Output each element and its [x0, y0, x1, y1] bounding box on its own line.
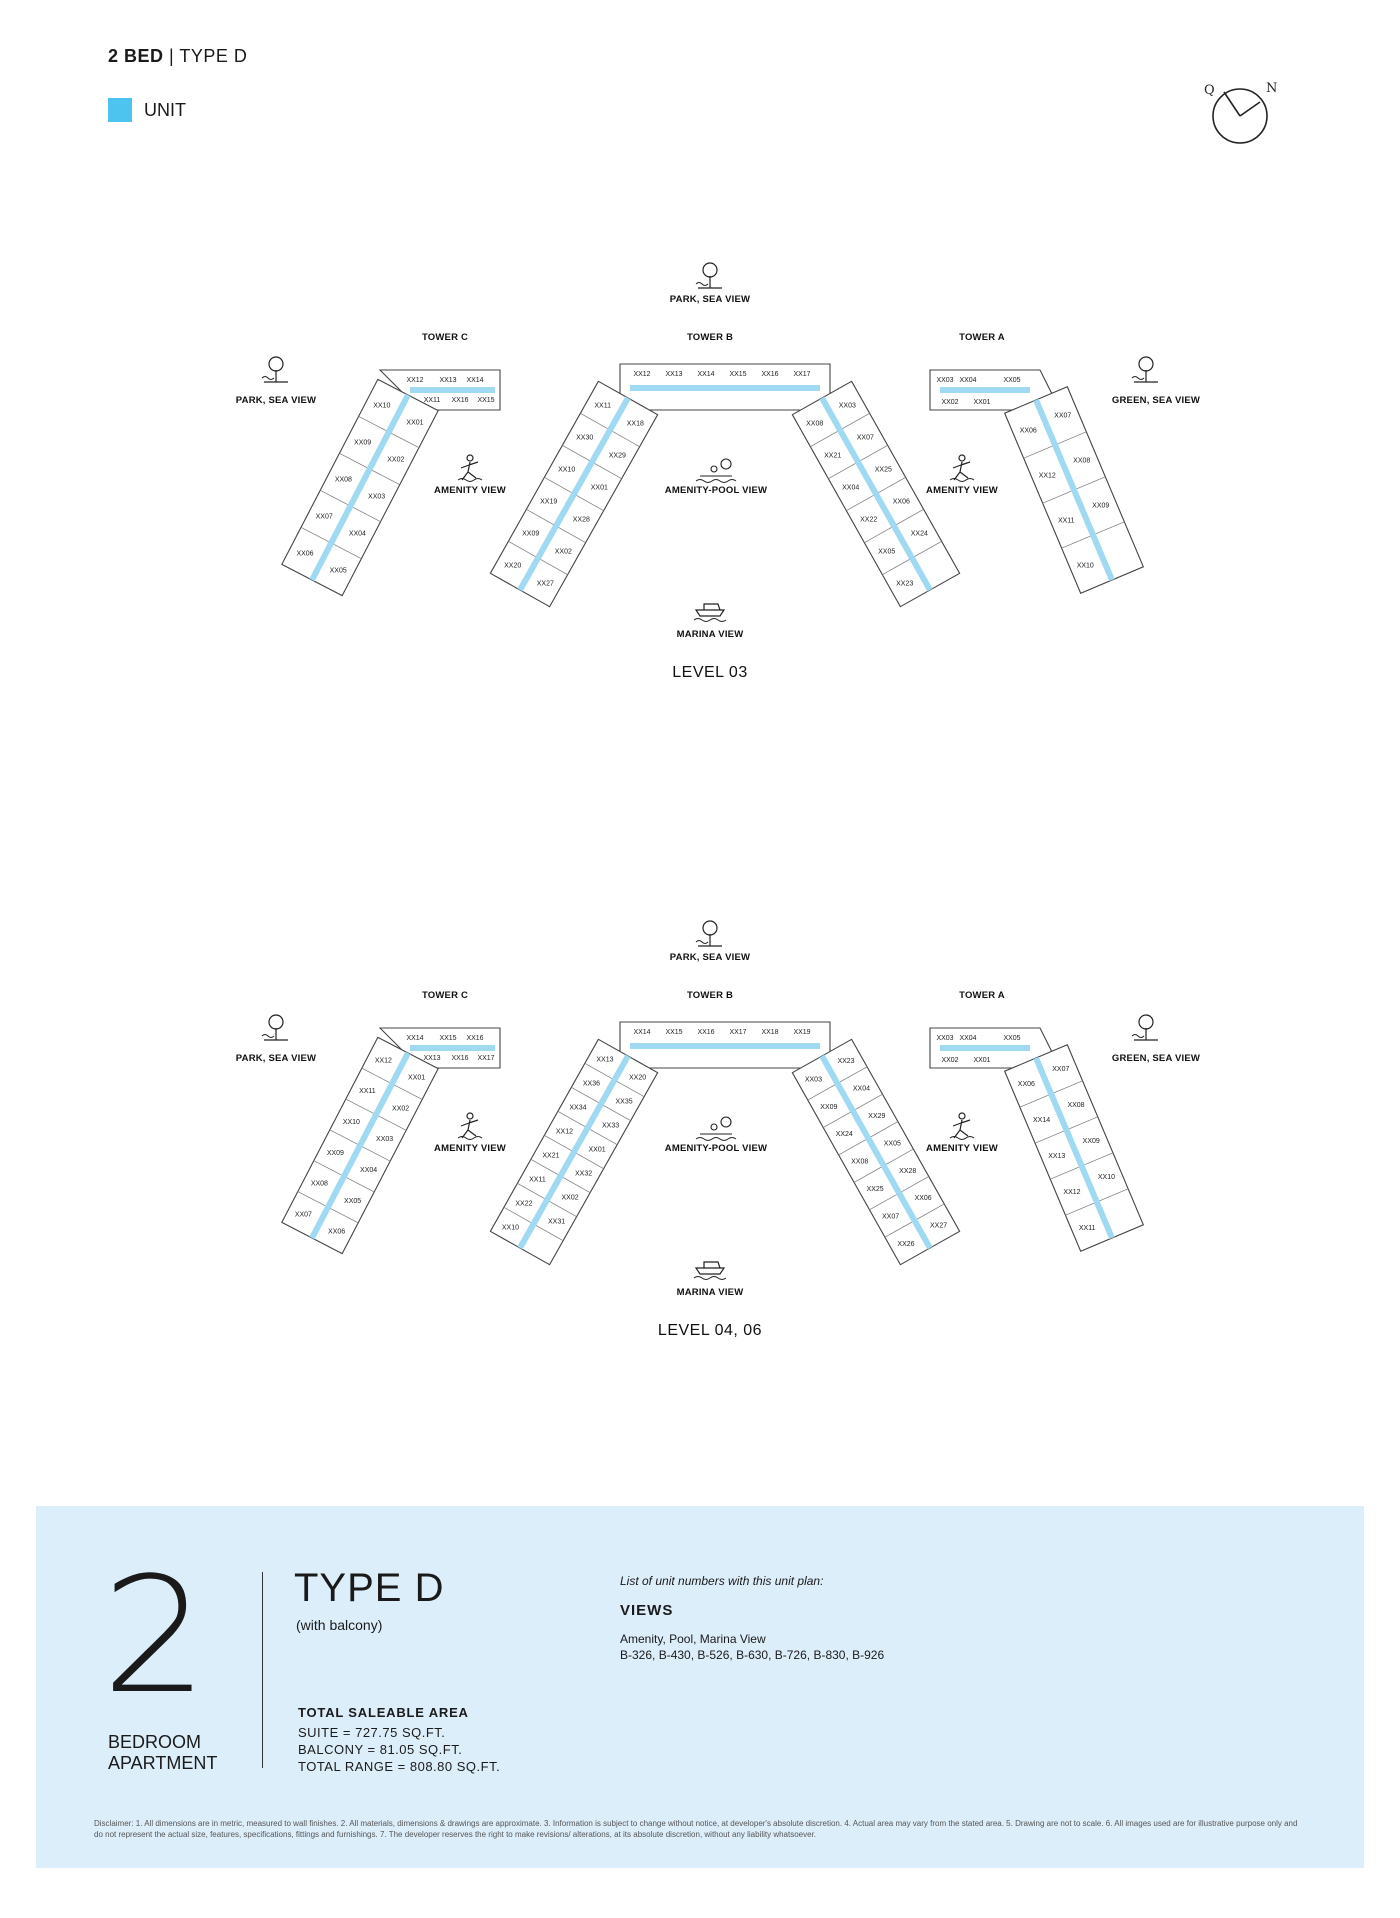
pool-icon — [696, 1117, 736, 1141]
unit-label: XX02 — [561, 1194, 579, 1202]
unit-label: XX12 — [374, 1057, 392, 1065]
right-view-label: GREEN, SEA VIEW — [1111, 395, 1201, 406]
unit-label: XX12 — [406, 377, 424, 384]
unit-label: XX17 — [477, 1055, 495, 1062]
legend-label: UNIT — [144, 99, 186, 120]
unit-label: XX16 — [451, 1055, 469, 1062]
unit-label: XX29 — [868, 1112, 886, 1120]
unit-label: XX21 — [542, 1152, 560, 1160]
unit-label: XX16 — [451, 397, 469, 404]
unit-label: XX06 — [328, 1228, 346, 1236]
unit-label: XX15 — [439, 1035, 457, 1042]
unit-label: XX02 — [941, 399, 959, 406]
amenity-pool-view-label: AMENITY-POOL VIEW — [664, 485, 768, 496]
unit-label: XX13 — [1048, 1152, 1066, 1160]
unit-label: XX16 — [697, 1029, 715, 1036]
unit-label: XX08 — [334, 476, 352, 484]
unit-label: XX12 — [1063, 1188, 1081, 1196]
unit-label: XX21 — [824, 452, 842, 460]
unit-label: XX12 — [633, 371, 651, 378]
heading-separator: | — [169, 46, 175, 66]
unit-label: XX01 — [973, 1057, 991, 1064]
unit-label: XX01 — [408, 1074, 426, 1082]
views-heading: VIEWS — [620, 1602, 674, 1619]
left-view-label: PARK, SEA VIEW — [235, 395, 317, 406]
unit-label: XX34 — [569, 1104, 587, 1112]
views-unit-numbers: B-326, B-430, B-526, B-630, B-726, B-830, B-926 — [620, 1648, 885, 1662]
unit-label: XX18 — [626, 420, 644, 428]
unit-label: XX27 — [536, 580, 554, 588]
unit-label: XX33 — [601, 1122, 620, 1130]
unit-label: XX01 — [406, 419, 424, 427]
amenity-icon — [458, 455, 482, 482]
unit-label: XX15 — [477, 397, 495, 404]
heading-type: TYPE D — [179, 46, 248, 66]
unit-label: XX08 — [851, 1158, 869, 1166]
boat-icon — [694, 1262, 726, 1280]
amenity-pool-view-label: AMENITY-POOL VIEW — [664, 1143, 768, 1154]
unit-label: XX23 — [896, 580, 914, 588]
unit-label: XX05 — [1003, 377, 1021, 384]
unit-label: XX11 — [594, 402, 612, 410]
unit-label: XX06 — [296, 550, 314, 558]
compass-n: N — [1266, 81, 1278, 96]
unit-label: XX11 — [423, 397, 441, 404]
unit-label: XX08 — [1067, 1102, 1085, 1110]
amenity-view-right-label: AMENITY VIEW — [926, 1143, 998, 1154]
unit-label: XX04 — [842, 484, 860, 492]
unit-label: XX18 — [761, 1029, 779, 1036]
unit-label: XX09 — [820, 1103, 838, 1111]
unit-label: XX10 — [342, 1118, 360, 1126]
unit-label: XX03 — [936, 1035, 954, 1042]
tower-c-label: TOWER C — [421, 990, 469, 1001]
unit-label: XX04 — [959, 377, 977, 384]
unit-label: XX08 — [806, 420, 824, 428]
unit-label: XX05 — [344, 1197, 362, 1205]
unit-label: XX07 — [315, 513, 333, 521]
balcony-area: BALCONY = 81.05 SQ.FT. — [298, 1742, 463, 1757]
unit-label: XX26 — [897, 1240, 915, 1248]
unit-label: XX07 — [294, 1211, 312, 1219]
amenity-icon — [950, 455, 974, 482]
tower-b-label: TOWER B — [686, 332, 734, 343]
unit-label: XX03 — [936, 377, 954, 384]
park-tree-icon — [262, 357, 288, 382]
unit-label: XX29 — [608, 452, 626, 460]
unit-label: XX09 — [1082, 1138, 1100, 1146]
unit-label: XX20 — [504, 562, 522, 570]
unit-swatch — [108, 98, 132, 122]
unit-label: XX11 — [529, 1176, 546, 1184]
unit-label: XX13 — [439, 377, 457, 384]
park-tree-icon — [262, 1015, 288, 1040]
unit-label: XX15 — [729, 371, 747, 378]
unit-label: XX04 — [360, 1167, 378, 1175]
unit-label: XX04 — [852, 1085, 871, 1093]
level-label: LEVEL 04, 06 — [657, 1322, 763, 1339]
green-tree-icon — [1132, 1015, 1158, 1040]
tower-c-label: TOWER C — [421, 332, 469, 343]
divider — [262, 1572, 263, 1768]
unit-label: XX01 — [588, 1146, 606, 1154]
tower-b-label: TOWER B — [686, 990, 734, 1001]
level-label: LEVEL 03 — [672, 664, 748, 681]
left-view-label: PARK, SEA VIEW — [235, 1053, 317, 1064]
green-tree-icon — [1132, 357, 1158, 382]
disclaimer-text: Disclaimer: 1. All dimensions are in metric, measured to wall finishes. 2. All materials, dimensions & drawings are approximate. 3. Information is subject to change without notice, at developer's absolute discretion. 4. Actual area may vary from the stated area. 5. Drawing are not to scale. 6. All images used are for illustrative purpose only and do not represent the actual size, features, specifications, fittings and furnishings. 7. The developer reserves the right to make revisions/ alterations, at its absolute discretion, without any liability whatsoever. — [94, 1819, 1298, 1839]
unit-label: XX14 — [1033, 1116, 1051, 1124]
park-tree-icon — [696, 921, 722, 946]
unit-label: XX03 — [838, 402, 856, 410]
unit-label: XX03 — [376, 1136, 394, 1144]
unit-label: XX10 — [501, 1224, 520, 1232]
bed-line-2: APARTMENT — [108, 1753, 218, 1773]
amenity-view-right-label: AMENITY VIEW — [926, 485, 998, 496]
unit-label: XX17 — [729, 1029, 747, 1036]
unit-label: XX04 — [959, 1035, 977, 1042]
unit-label: XX14 — [406, 1035, 424, 1042]
unit-label: XX12 — [555, 1128, 574, 1136]
unit-label: XX13 — [665, 371, 683, 378]
unit-label: XX05 — [1003, 1035, 1021, 1042]
unit-label: XX14 — [697, 371, 715, 378]
tower-a-label: TOWER A — [959, 332, 1005, 343]
unit-label: XX32 — [574, 1170, 593, 1178]
boat-icon — [694, 604, 726, 622]
unit-label: XX16 — [761, 371, 779, 378]
amenity-view-left-label: AMENITY VIEW — [434, 1143, 506, 1154]
unit-label: XX01 — [590, 484, 608, 492]
unit-label: XX02 — [387, 456, 405, 464]
compass-icon — [1196, 78, 1280, 146]
unit-label: XX11 — [359, 1088, 376, 1096]
floor-plan-level-04-06 — [0, 908, 1400, 1508]
unit-label: XX10 — [558, 466, 576, 474]
unit-label: XX10 — [1097, 1174, 1115, 1182]
unit-legend — [108, 98, 186, 122]
unit-label: XX23 — [837, 1058, 855, 1066]
compass-q: Q — [1204, 83, 1215, 98]
marina-view-label: MARINA VIEW — [676, 629, 744, 640]
unit-label: XX35 — [615, 1098, 633, 1106]
unit-label: XX08 — [310, 1180, 328, 1188]
unit-label: XX09 — [1092, 502, 1110, 510]
unit-label: XX02 — [392, 1105, 410, 1113]
unit-label: XX03 — [368, 493, 386, 501]
unit-label: XX09 — [522, 530, 540, 538]
unit-label: XX27 — [930, 1222, 948, 1230]
page-heading — [108, 46, 247, 67]
unit-label: XX01 — [973, 399, 991, 406]
summary-panel — [36, 1506, 1364, 1868]
unit-label: XX07 — [1052, 1066, 1070, 1074]
unit-label: XX06 — [1017, 1080, 1035, 1088]
unit-label: XX09 — [354, 439, 372, 447]
unit-label: XX05 — [878, 548, 896, 556]
unit-label: XX17 — [793, 371, 811, 378]
unit-label: XX12 — [1038, 472, 1056, 480]
unit-label: XX06 — [892, 498, 910, 506]
total-area: TOTAL RANGE = 808.80 SQ.FT. — [298, 1759, 501, 1774]
unit-label: XX07 — [881, 1213, 900, 1221]
tsa-heading: TOTAL SALEABLE AREA — [298, 1705, 469, 1720]
bed-line-1: BEDROOM — [108, 1732, 202, 1752]
unit-label: XX06 — [1019, 427, 1037, 435]
unit-label: XX13 — [596, 1056, 614, 1064]
right-view-label: GREEN, SEA VIEW — [1111, 1053, 1201, 1064]
unit-label: XX16 — [466, 1035, 484, 1042]
unit-label: XX25 — [866, 1186, 884, 1194]
pool-icon — [696, 459, 736, 483]
amenity-icon — [950, 1113, 974, 1140]
marina-view-label: MARINA VIEW — [676, 1287, 744, 1298]
unit-label: XX08 — [1073, 457, 1091, 465]
unit-label: XX14 — [633, 1029, 651, 1036]
unit-label: XX31 — [547, 1218, 566, 1226]
unit-label: XX06 — [914, 1195, 932, 1203]
unit-label: XX07 — [856, 434, 874, 442]
unit-label: XX22 — [860, 516, 878, 524]
amenity-view-left-label: AMENITY VIEW — [434, 485, 506, 496]
unit-label: XX13 — [423, 1055, 441, 1062]
unit-type-title: TYPE D — [294, 1566, 445, 1610]
unit-label: XX19 — [793, 1029, 811, 1036]
unit-label: XX28 — [899, 1167, 917, 1175]
unit-label: XX19 — [540, 498, 558, 506]
unit-label: XX09 — [326, 1149, 344, 1157]
unit-label: XX10 — [1076, 562, 1094, 570]
unit-label: XX30 — [576, 434, 594, 442]
unit-label: XX03 — [804, 1076, 822, 1084]
heading-bed: 2 BED — [108, 46, 164, 66]
suite-area: SUITE = 727.75 SQ.FT. — [298, 1725, 446, 1740]
bedroom-apartment-label — [108, 1732, 217, 1774]
unit-label: XX20 — [628, 1074, 647, 1082]
unit-label: XX36 — [582, 1080, 601, 1088]
bedroom-count: 2 — [101, 1542, 209, 1729]
tsa-values — [298, 1724, 500, 1775]
unit-label: XX25 — [874, 466, 892, 474]
unit-label: XX22 — [515, 1200, 533, 1208]
unit-label: XX04 — [348, 530, 366, 538]
unit-label: XX24 — [835, 1131, 853, 1139]
unit-label: XX10 — [373, 402, 391, 410]
top-view-label: PARK, SEA VIEW — [669, 952, 751, 963]
unit-label: XX24 — [910, 530, 928, 538]
floor-plan-level-03 — [0, 250, 1400, 850]
unit-label: XX11 — [1078, 1224, 1096, 1232]
park-tree-icon — [696, 263, 722, 288]
unit-label: XX14 — [466, 377, 484, 384]
unit-label: XX28 — [572, 516, 590, 524]
tower-a-label: TOWER A — [959, 990, 1005, 1001]
amenity-icon — [458, 1113, 482, 1140]
unit-label: XX02 — [941, 1057, 959, 1064]
views-description: Amenity, Pool, Marina View — [620, 1632, 766, 1646]
unit-label: XX15 — [665, 1029, 683, 1036]
top-view-label: PARK, SEA VIEW — [669, 294, 751, 305]
unit-label: XX11 — [1057, 517, 1075, 525]
unit-label: XX05 — [883, 1140, 901, 1148]
unit-label: XX02 — [554, 548, 572, 556]
unit-list-heading: List of unit numbers with this unit plan: — [620, 1574, 824, 1588]
unit-label: XX05 — [329, 567, 347, 575]
balcony-note: (with balcony) — [296, 1617, 383, 1633]
unit-label: XX07 — [1054, 412, 1072, 420]
